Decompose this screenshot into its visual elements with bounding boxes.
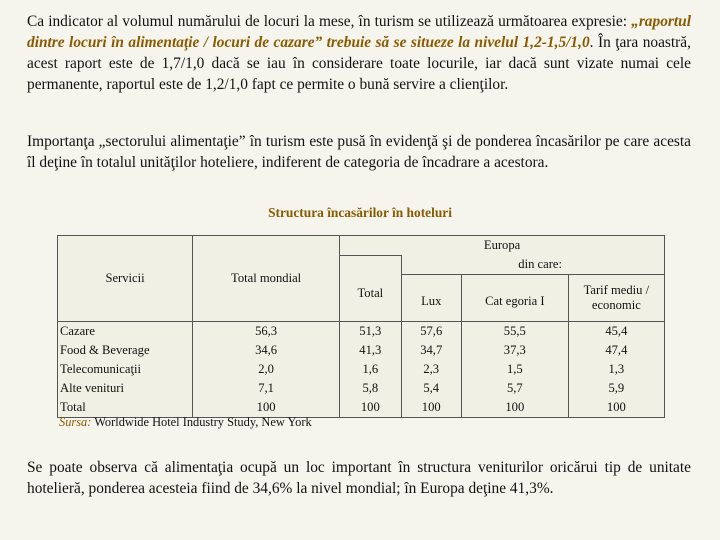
cell-lux: 5,4 (401, 379, 461, 398)
header-din-care: din care: (401, 256, 664, 275)
cell-tarif: 45,4 (568, 321, 664, 341)
cell-categoria-i: 100 (461, 398, 568, 418)
cell-total: 41,3 (340, 341, 401, 360)
cell-tarif: 1,3 (568, 360, 664, 379)
row-label: Cazare (58, 321, 193, 341)
cell-mondial: 2,0 (193, 360, 340, 379)
cell-total: 51,3 (340, 321, 401, 341)
cell-mondial: 100 (193, 398, 340, 418)
header-europa: Europa (340, 236, 665, 256)
ratio-highlight: „raportul dintre locuri în alimentaţie / locuri de cazare” trebuie să se situeze la nivelul 1,2-1,5/1,0 (27, 13, 691, 51)
cell-categoria-i: 37,3 (461, 341, 568, 360)
row-label: Total (58, 398, 193, 418)
header-servicii: Servicii (58, 236, 193, 322)
conclusion-paragraph: Se poate observa că alimentaţia ocupă un loc important în structura veniturilor oricărui tip de unitate hotelieră, ponderea acesteia fiind de 34,6% la nivel mondial; în Europa deţine 41,3%. (27, 459, 691, 497)
table-row (58, 341, 665, 360)
table-source (59, 415, 312, 430)
cell-tarif: 5,9 (568, 379, 664, 398)
revenue-structure-table (57, 235, 665, 418)
source-label: Sursa: (59, 415, 92, 429)
cell-lux: 100 (401, 398, 461, 418)
intro-text-part1: Ca indicator al volumul numărului de locuri la mese, în turism se utilizează următoarea expresie: (27, 13, 632, 30)
cell-categoria-i: 55,5 (461, 321, 568, 341)
cell-mondial: 34,6 (193, 341, 340, 360)
cell-categoria-i: 1,5 (461, 360, 568, 379)
header-total: Total (340, 256, 401, 322)
importance-paragraph: Importanţa „sectorului alimentaţie” în turism este pusă în evidenţă şi de ponderea încasărilor pe care acesta îl deţine în totalul unităţilor hoteliere, indiferent de categoria de încadrare a acestora. (27, 133, 691, 171)
intro-text-part2: . În ţara noastră, acest raport este de 1,7/1,0 dacă se iau în considerare toate locurile, iar dacă sunt vizate numai cele permanente, raportul este de 1,2/1,0 fapt ce permite o bună servire a clienţilor. (27, 34, 691, 93)
row-label: Alte venituri (58, 379, 193, 398)
table-row (58, 379, 665, 398)
row-label: Telecomunicaţii (58, 360, 193, 379)
cell-total: 100 (340, 398, 401, 418)
cell-lux: 57,6 (401, 321, 461, 341)
cell-mondial: 7,1 (193, 379, 340, 398)
cell-lux: 2,3 (401, 360, 461, 379)
header-categoria-i: Cat egoria I (461, 274, 568, 321)
table-caption: Structura încasărilor în hoteluri (268, 205, 452, 220)
cell-lux: 34,7 (401, 341, 461, 360)
cell-total: 5,8 (340, 379, 401, 398)
header-total-mondial: Total mondial (193, 236, 340, 322)
cell-tarif: 100 (568, 398, 664, 418)
header-tarif-mediu: Tarif mediu / economic (568, 274, 664, 321)
cell-total: 1,6 (340, 360, 401, 379)
table-row (58, 360, 665, 379)
row-label: Food & Beverage (58, 341, 193, 360)
cell-categoria-i: 5,7 (461, 379, 568, 398)
table-row (58, 321, 665, 341)
source-text: Worldwide Hotel Industry Study, New York (91, 415, 312, 429)
cell-mondial: 56,3 (193, 321, 340, 341)
intro-paragraph (27, 11, 691, 95)
cell-tarif: 47,4 (568, 341, 664, 360)
header-lux: Lux (401, 274, 461, 321)
